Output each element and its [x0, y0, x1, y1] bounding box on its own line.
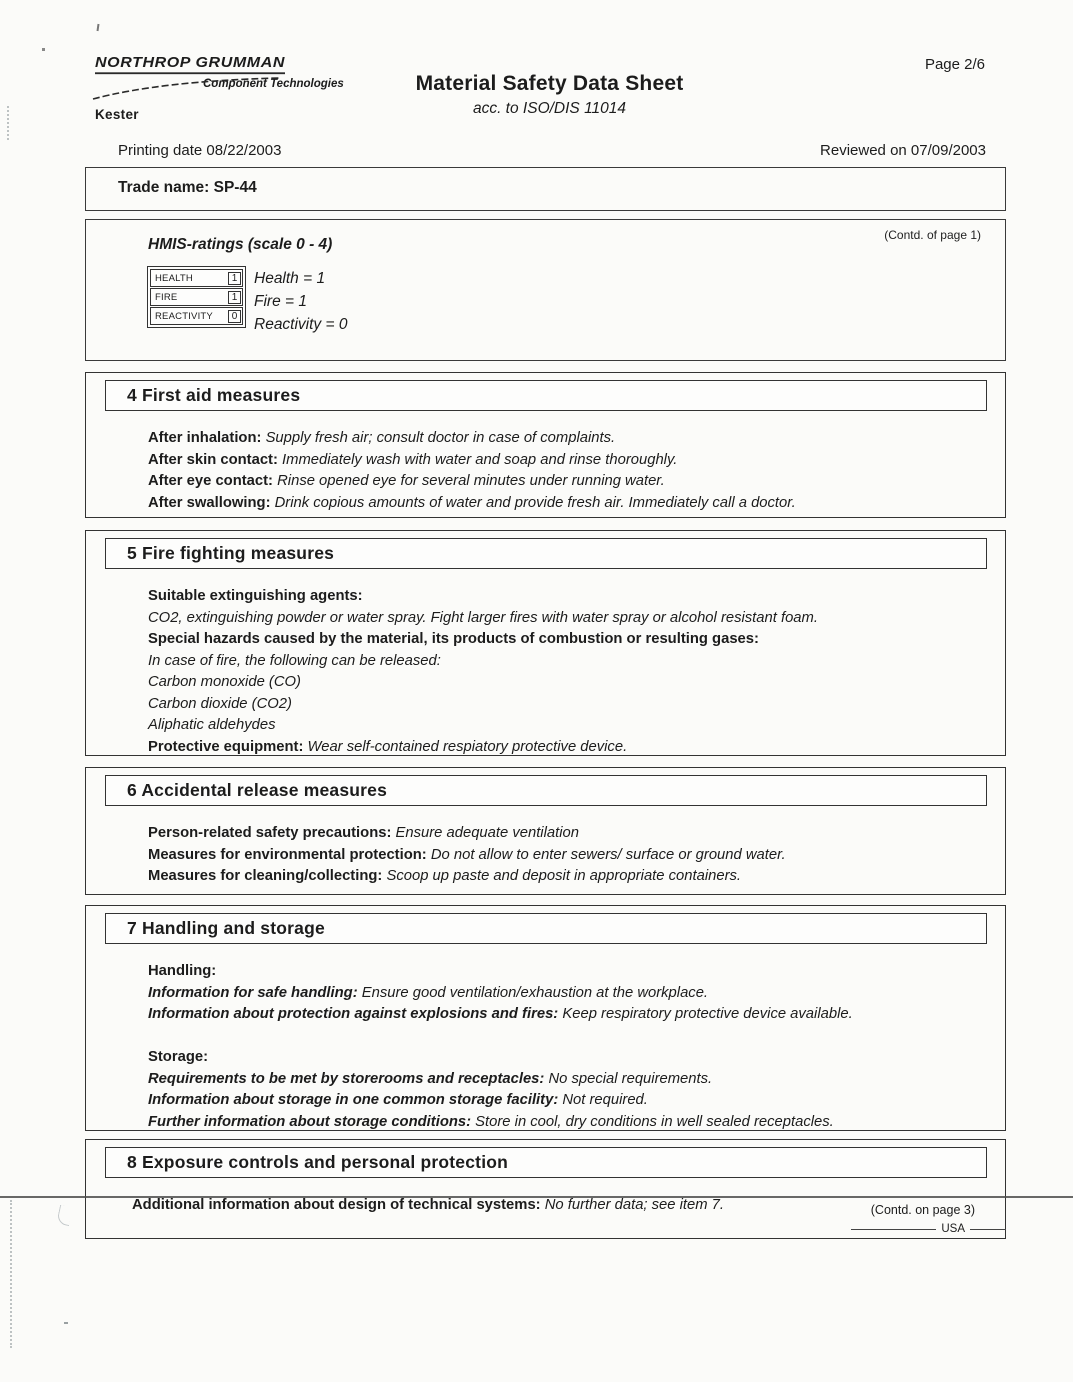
line-label: Protective equipment:	[148, 738, 304, 755]
section-title: 4 First aid measures	[105, 380, 987, 411]
line-label: Information for safe handling:	[148, 984, 358, 1001]
section-content	[86, 411, 1005, 514]
line-text: Store in cool, dry conditions in well sealed receptacles.	[471, 1113, 834, 1130]
line-label: Further information about storage conditions:	[148, 1113, 472, 1130]
section-box	[85, 530, 1006, 756]
text-line	[148, 983, 981, 1005]
line-text: No special requirements.	[544, 1070, 713, 1087]
scan-artifact	[7, 106, 9, 140]
line-text: Rinse opened eye for several minutes under running water.	[273, 473, 665, 489]
line-text: In case of fire, the following can be released:	[148, 652, 441, 669]
scan-artifact	[64, 1322, 68, 1324]
line-label: Suitable extinguishing agents:	[148, 588, 363, 604]
section-box	[85, 372, 1006, 518]
line-label: Information about protection against explosions and fires:	[148, 1006, 559, 1022]
line-text: No further data; see item 7.	[540, 1197, 725, 1213]
text-line	[148, 823, 981, 845]
line-label: Additional information about design of technical systems:	[132, 1197, 541, 1213]
line-text: Drink copious amounts of water and provide fresh air. Immediately call a doctor.	[270, 494, 796, 511]
hmis-rating-line: Reactivity = 0	[254, 316, 348, 333]
scan-artifact	[10, 1200, 12, 1348]
hmis-row-value: 1	[228, 291, 241, 304]
line-text: Carbon dioxide (CO2)	[148, 695, 292, 712]
section-content	[86, 944, 1005, 1133]
document-title-block	[26, 72, 1073, 118]
dates-row	[118, 142, 986, 159]
usa-dash-left	[851, 1229, 936, 1230]
text-line	[148, 651, 981, 673]
text-line	[148, 737, 981, 759]
hmis-row-label: REACTIVITY	[155, 310, 213, 322]
section-box	[85, 905, 1006, 1131]
text-line	[148, 493, 981, 515]
document-title: Material Safety Data Sheet	[415, 72, 684, 95]
line-text: Aliphatic aldehydes	[148, 717, 276, 733]
line-text: Immediately wash with water and soap and rinse thoroughly.	[277, 451, 678, 468]
scan-artifact	[42, 48, 45, 51]
text-line	[148, 1026, 981, 1048]
line-label: Requirements to be met by storerooms and receptacles:	[148, 1070, 545, 1087]
text-line	[148, 961, 981, 983]
usa-dash-right	[970, 1229, 1006, 1230]
line-label: After swallowing:	[148, 494, 271, 511]
line-label: Measures for cleaning/collecting:	[148, 868, 383, 884]
text-line	[148, 1090, 981, 1112]
text-line	[148, 1047, 981, 1069]
section-content	[86, 806, 1005, 888]
text-line	[148, 450, 981, 472]
line-text: Ensure good ventilation/exhaustion at the workplace.	[357, 984, 709, 1001]
line-label: After skin contact:	[148, 451, 278, 468]
hmis-row	[150, 269, 243, 287]
line-text: CO2, extinguishing powder or water spray. Fight larger fires with water spray or alcohol resistant foam.	[148, 609, 818, 626]
contd-of-note: (Contd. of page 1)	[884, 228, 981, 242]
scan-artifact	[97, 24, 100, 31]
usa-footer	[851, 1223, 1006, 1235]
contd-on-note: (Contd. on page 3)	[870, 1203, 975, 1217]
line-text: Wear self-contained respiatory protective device.	[303, 738, 628, 755]
text-line	[148, 1004, 981, 1026]
text-line	[148, 845, 981, 867]
text-line	[148, 672, 981, 694]
text-line	[148, 715, 981, 737]
section-box	[85, 1139, 1006, 1239]
text-line	[148, 608, 981, 630]
text-line	[148, 1069, 981, 1091]
section-box	[85, 767, 1006, 895]
hmis-row-value: 0	[228, 310, 241, 323]
hmis-row	[150, 307, 243, 325]
hmis-row-value: 1	[228, 272, 241, 285]
section-content	[86, 569, 1005, 758]
section-title: 7 Handling and storage	[105, 913, 987, 944]
hmis-row-label: FIRE	[155, 291, 178, 303]
hmis-table	[147, 266, 246, 328]
line-text: Ensure adequate ventilation	[391, 825, 579, 841]
trade-name-box	[85, 167, 1006, 211]
text-line	[148, 428, 981, 450]
text-line	[132, 1195, 981, 1217]
line-label: Measures for environmental protection:	[148, 846, 427, 863]
scan-fold-line	[0, 1196, 1073, 1198]
reviewed-date: Reviewed on 07/09/2003	[820, 142, 986, 159]
text-line	[148, 471, 981, 493]
northrop-grumman-logo-text: NORTHROP GRUMMAN	[95, 55, 285, 74]
page-number: Page 2/6	[924, 56, 985, 73]
hmis-rating-line: Fire = 1	[254, 293, 307, 310]
line-text: Keep respiratory protective device available.	[558, 1006, 853, 1022]
line-label: After inhalation:	[148, 430, 262, 446]
kester-label: Kester	[95, 107, 139, 122]
hmis-ratings-box	[85, 219, 1006, 361]
line-text: Carbon monoxide (CO)	[148, 674, 301, 690]
document-subtitle: acc. to ISO/DIS 11014	[472, 100, 627, 117]
line-text: Supply fresh air; consult doctor in case of complaints.	[261, 430, 616, 446]
printing-date: Printing date 08/22/2003	[118, 142, 282, 159]
text-line	[148, 629, 981, 651]
text-line	[148, 1112, 981, 1134]
usa-label: USA	[941, 1223, 965, 1235]
hmis-row	[150, 288, 243, 306]
logo-subtitle: Component Technologies	[203, 78, 344, 90]
scan-artifact	[56, 1205, 73, 1226]
line-label: Handling:	[148, 963, 217, 979]
text-line	[148, 586, 981, 608]
text-line	[148, 694, 981, 716]
hmis-ratings-text	[254, 267, 347, 336]
text-line	[148, 866, 981, 888]
line-label: Special hazards caused by the material, its products of combustion or resulting gases:	[148, 631, 759, 647]
hmis-row-label: HEALTH	[155, 272, 193, 284]
section-title: 6 Accidental release measures	[105, 775, 987, 806]
hmis-heading: HMIS-ratings (scale 0 - 4)	[148, 236, 333, 253]
section-title: 5 Fire fighting measures	[105, 538, 987, 569]
line-label: Person-related safety precautions:	[148, 825, 392, 841]
line-label: Information about storage in one common storage facility:	[148, 1092, 559, 1108]
line-text: Not required.	[558, 1092, 648, 1108]
section-title: 8 Exposure controls and personal protection	[105, 1147, 987, 1178]
trade-name: Trade name: SP-44	[118, 179, 257, 196]
line-label: After eye contact:	[148, 473, 273, 489]
line-text: Do not allow to enter sewers/ surface or ground water.	[426, 846, 786, 863]
hmis-rating-line: Health = 1	[254, 270, 326, 287]
line-text: Scoop up paste and deposit in appropriate containers.	[382, 868, 742, 884]
line-label: Storage:	[148, 1049, 209, 1065]
